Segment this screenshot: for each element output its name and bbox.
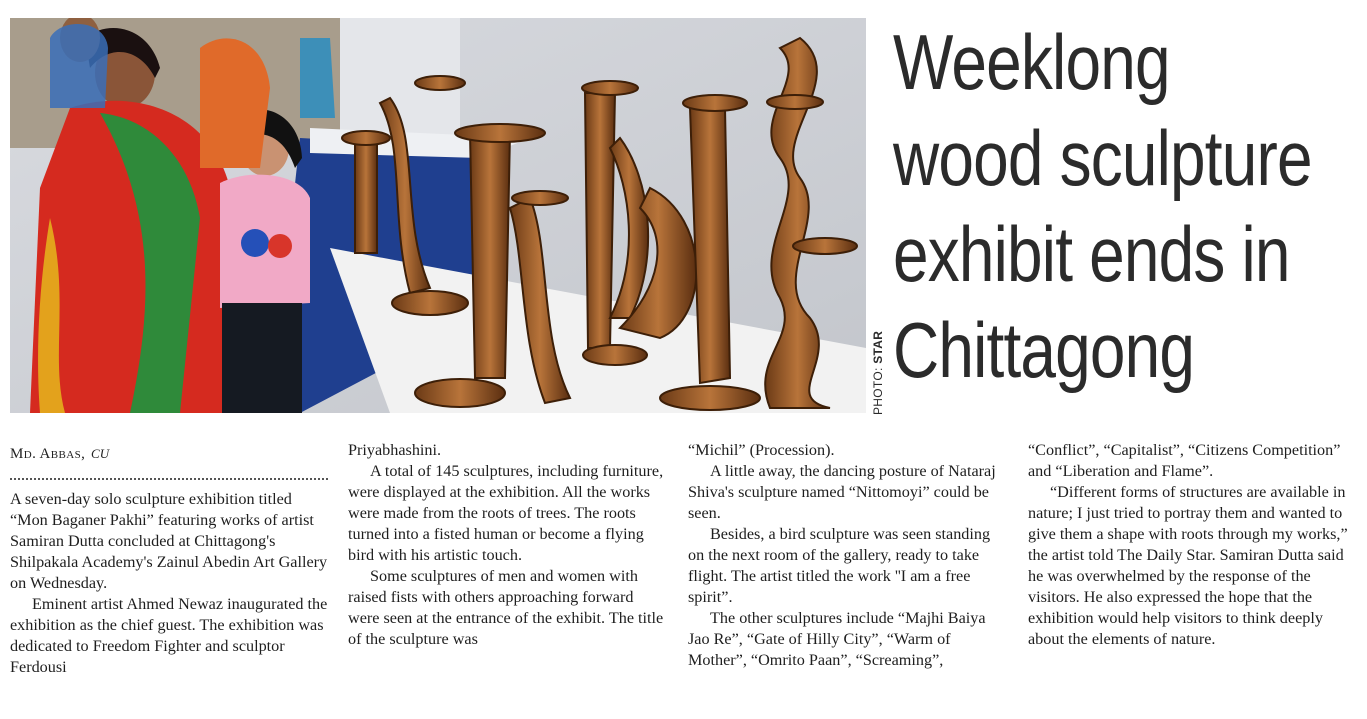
paragraph: A total of 145 sculptures, including furniture, were displayed at the exhibition. All the works were made from the roots of trees. The roots turned into a fisted human or become a flying bird with his artistic touch. bbox=[348, 462, 664, 564]
paragraph: “Michil” (Procession). bbox=[688, 441, 835, 459]
paragraph: Eminent artist Ahmed Newaz inaugurated the exhibition as the chief guest. The exhibition was dedicated to Freedom Fighter and sculptor Ferdousi bbox=[10, 595, 328, 676]
photo-credit-prefix: PHOTO: bbox=[871, 367, 885, 415]
headline-line-2: wood sculpture bbox=[893, 114, 1312, 202]
paragraph: “Conflict”, “Capitalist”, “Citizens Competition” and “Liberation and Flame”. bbox=[1028, 441, 1341, 480]
article-column-3 bbox=[688, 440, 1008, 671]
paragraph: Besides, a bird sculpture was seen standing on the next room of the gallery, ready to take flight. The artist titled the work ''I am a free spirit”. bbox=[688, 525, 991, 606]
paragraph: The other sculptures include “Majhi Baiya Jao Re”, “Gate of Hilly City”, “Warm of Mother”, “Omrito Paan”, “Screaming”, bbox=[688, 609, 986, 669]
byline-divider bbox=[10, 478, 328, 480]
headline bbox=[893, 14, 1312, 398]
paragraph: “Different forms of structures are available in nature; I just tried to portray them and wanted to give them a shape with roots through my works,” the artist told The Daily Star. Samiran Dutta said he was overwhelmed by the response of the visitors. He also expressed the hope that the exhibition would help visitors to think deeply about the elements of nature. bbox=[1028, 483, 1348, 648]
headline-line-1: Weeklong bbox=[893, 18, 1170, 106]
byline-name: Md. Abbas, bbox=[10, 446, 86, 462]
article-column-1 bbox=[10, 489, 330, 678]
exhibition-photo bbox=[10, 18, 866, 413]
paragraph: A seven-day solo sculpture exhibition titled “Mon Baganer Pakhi” featuring works of artist Samiran Dutta concluded at Chittagong's Shilpakala Academy's Zainul Abedin Art Gallery on Wednesday. bbox=[10, 490, 328, 592]
paragraph: A little away, the dancing posture of Nataraj Shiva's sculpture named “Nittomoyi” could be seen. bbox=[688, 462, 996, 522]
paragraph: Some sculptures of men and women with raised fists with others approaching forward were seen at the entrance of the exhibit. The title of the sculpture was bbox=[348, 567, 664, 648]
headline-line-3: exhibit ends in bbox=[893, 210, 1290, 298]
photo-credit bbox=[868, 327, 890, 417]
photo-credit-source: STAR bbox=[871, 330, 885, 364]
paragraph: Priyabhashini. bbox=[348, 441, 442, 459]
headline-line-4: Chittagong bbox=[893, 306, 1195, 394]
article-column-4 bbox=[1028, 440, 1358, 650]
byline-affiliation: CU bbox=[91, 446, 110, 461]
byline bbox=[10, 446, 328, 463]
article-column-2 bbox=[348, 440, 668, 650]
